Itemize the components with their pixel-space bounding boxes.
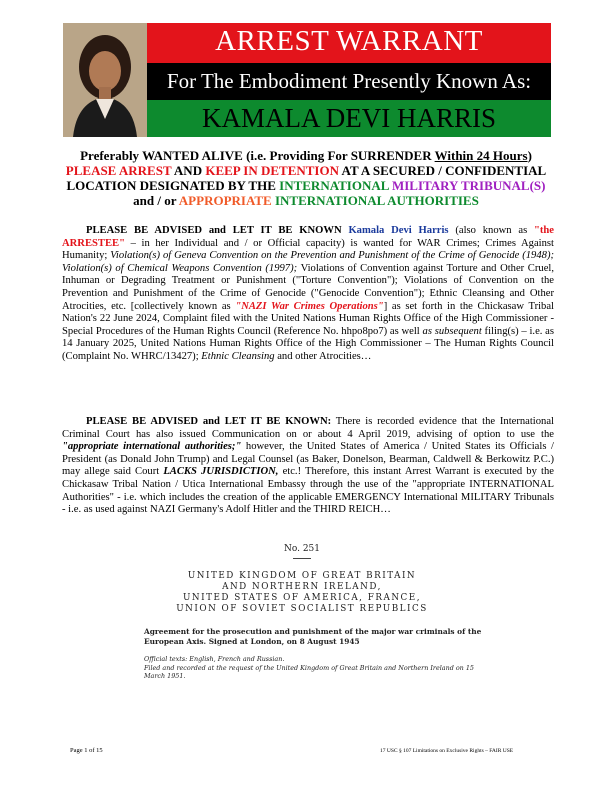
treaty-party-line: UNITED STATES OF AMERICA, FRANCE, bbox=[182, 593, 421, 603]
lead-line-3 bbox=[40, 178, 572, 193]
treaty-excerpt bbox=[122, 520, 482, 740]
p1-text: – in her Individual and / or Official capacity) is wanted for WAR Crimes; Crimes Against Humanity; bbox=[62, 237, 554, 262]
lead-red: KEEP IN DETENTION bbox=[205, 163, 339, 178]
page-number: Page 1 of 15 bbox=[70, 747, 103, 754]
lead-line-4 bbox=[40, 193, 572, 208]
lead-text: AT A SECURED / CONFIDENTIAL bbox=[339, 163, 547, 178]
lead-orange: APPROPRIATE bbox=[178, 193, 272, 208]
lead-text: Preferably WANTED ALIVE (i.e. Providing For SURRENDER bbox=[80, 148, 435, 163]
fair-use-footer: 17 USC § 107 Limitations on Exclusive Rights – FAIR USE bbox=[380, 748, 514, 754]
paragraph-2 bbox=[62, 416, 554, 517]
treaty-party-line: AND NORTHERN IRELAND, bbox=[222, 582, 382, 592]
p1-text: (also known as bbox=[448, 225, 534, 236]
lead-text: LOCATION DESIGNATED BY THE bbox=[66, 178, 280, 193]
p2-text: etc.! Therefore, this instant Arrest Warrant is executed by the Chickasaw Tribal Nation / Utica International Embassy through the use of the "appropriate INTERNATIONAL Authorities" - i.e. which includes the creation of the applicable EMERGENCY International MILITARY Tribunals - i.e. as used against NAZI Germany's Adolf Hitler and the THIRD REICH… bbox=[62, 466, 554, 516]
p1-text: Violations of Convention against Torture and Other Cruel, Inhuman or Degrading Treatment or Punishment ("Torture Convention"); Violations of Convention on the Prevention and Punishment of the Crime of Genocide ("Genocide Convention"); Ethnic Cleansing and Other Atrocities, etc. [collectively known as bbox=[62, 262, 554, 312]
treaty-number: No. 251 bbox=[283, 544, 321, 554]
p2-italic: "appropriate international authorities;" bbox=[62, 441, 242, 453]
p1-nazi: "NAZI War Crimes Operations" bbox=[235, 300, 384, 312]
p1-italic: Ethnic Cleansing bbox=[201, 350, 275, 362]
lead-text: and / or bbox=[133, 193, 179, 208]
portrait-photo bbox=[63, 23, 147, 137]
treaty-party-line: UNION OF SOVIET SOCIALIST REPUBLICS bbox=[176, 604, 428, 614]
lead-line-2 bbox=[40, 163, 572, 178]
p1-text: filing(s) – i.e. as 14 January 2025, United Nations Human Rights Office of the High Commissioner – The Human Rights Council (Complaint No. WHRC/13427); bbox=[62, 325, 554, 362]
p2-text: however, the United States of America / United States its Officials / President (as Donald John Trump) and Legal Counsel (as Baker, Donelson, Bearman, Caldwell & Berkowitz P.C.) may allege said Court bbox=[62, 441, 554, 478]
treaty-rule bbox=[293, 558, 311, 559]
p2-jurisdiction: LACKS JURISDICTION, bbox=[163, 466, 279, 478]
p1-arrestee: "the ARRESTEE" bbox=[62, 225, 555, 249]
lead-text: AND bbox=[171, 163, 206, 178]
p1-italic: as subsequent bbox=[422, 325, 482, 337]
lead-underline: Within 24 Hours bbox=[434, 148, 528, 163]
p1-name: Kamala Devi Harris bbox=[348, 225, 449, 236]
lead-red: PLEASE ARREST bbox=[65, 163, 172, 178]
treaty-official-texts: Official texts: English, French and Russian. bbox=[144, 655, 285, 663]
lead-heading bbox=[40, 148, 572, 208]
lead-text: ) bbox=[527, 148, 532, 163]
lead-green: INTERNATIONAL bbox=[279, 178, 389, 193]
p1-text: and other Atrocities… bbox=[274, 350, 372, 362]
treaty-filed: Filed and recorded at the request of the United Kingdom of Great Britain and Northern Ireland on 15 March 1951. bbox=[144, 663, 474, 680]
banner-title: ARREST WARRANT bbox=[215, 25, 483, 57]
warrant-banner bbox=[63, 23, 551, 137]
p1-bold: PLEASE BE ADVISED and LET IT BE KNOWN bbox=[86, 225, 349, 236]
p1-italic: Violation(s) of Geneva Convention on the Prevention and Punishment of the Crime of Genocide (1948); Violation(s) of Chemical Weapons Convention (1997); bbox=[62, 250, 554, 274]
treaty-agreement: Agreement for the prosecution and punishment of the major war criminals of the European Axis. Signed at London, on 8 August 1945 bbox=[144, 627, 482, 646]
banner-name: KAMALA DEVI HARRIS bbox=[201, 103, 496, 133]
paragraph-1 bbox=[62, 225, 554, 364]
treaty-parties bbox=[122, 571, 482, 615]
lead-purple: MILITARY TRIBUNAL(S) bbox=[388, 178, 546, 193]
p1-text: ] as set forth in the Chickasaw Tribal Nation's 22 June 2024, Complaint filed with the United Nations Human Rights Office of the High Commissioner - Special Procedures of the Human Rights Council (Reference No. hhpo8po7) as well bbox=[62, 300, 554, 337]
treaty-party-line: UNITED KINGDOM OF GREAT BRITAIN bbox=[187, 571, 417, 581]
lead-green: INTERNATIONAL AUTHORITIES bbox=[271, 193, 479, 208]
treaty-official bbox=[122, 655, 482, 681]
p2-text: There is recorded evidence that the International Criminal Court has also issued Communication on or about 4 April 2019, advising of option to use the bbox=[62, 416, 554, 440]
lead-line-1 bbox=[40, 148, 572, 163]
banner-subtitle: For The Embodiment Presently Known As: bbox=[166, 69, 532, 93]
p2-bold: PLEASE BE ADVISED and LET IT BE KNOWN: bbox=[86, 416, 332, 427]
